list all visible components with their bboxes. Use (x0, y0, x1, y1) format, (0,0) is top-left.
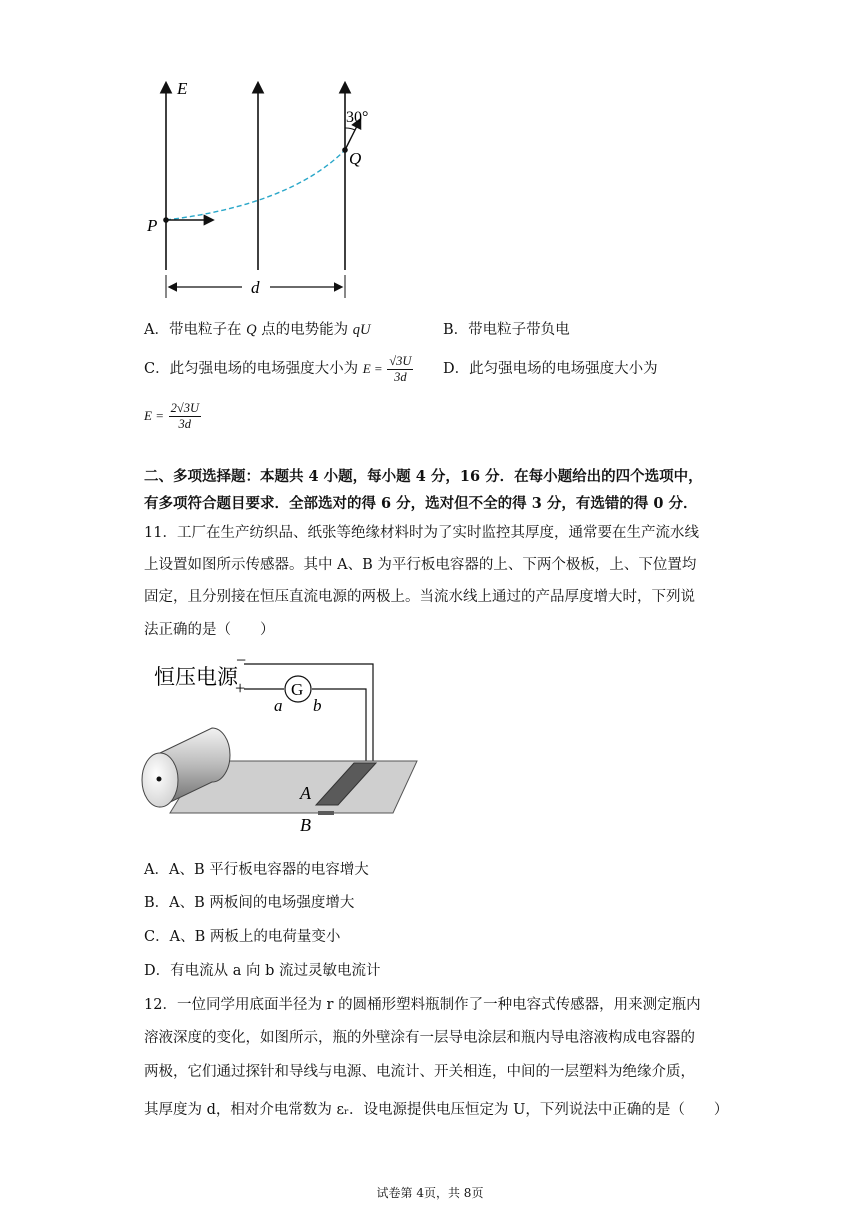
q10-option-c (144, 350, 413, 388)
q10-option-d-formula (144, 397, 201, 435)
label-B: B (300, 815, 311, 835)
q12-stem-line-3: 两极，它们通过探针和导线与电源、电流计、开关相连，中间的一层塑料为绝缘介质， (144, 1064, 695, 1080)
q10-option-d-denominator: 3d (178, 416, 192, 431)
q12-stem-line-4: 其厚度为 d，相对介电常数为 εᵣ．设电源提供电压恒定为 U，下列说法中正确的是（ ） (144, 1102, 729, 1118)
q12-stem-line-1: 12．一位同学用底面半径为 r 的圆桶形塑料瓶制作了一种电容式传感器，用来测定瓶内 (144, 997, 701, 1013)
label-d: d (251, 278, 260, 297)
figure-thickness-sensor (140, 648, 430, 838)
source-label: 恒压电源 (154, 665, 238, 689)
q11-option-b: B．A、B 两板间的电场强度增大 (144, 895, 355, 911)
q11-stem-line-1: 11．工厂在生产纺织品、纸张等绝缘材料时为了实时监控其厚度，通常要在生产流水线 (144, 525, 699, 541)
plus-sign: + (235, 678, 246, 698)
label-E: E (177, 79, 188, 98)
minus-sign: − (236, 650, 247, 670)
q10-option-a (144, 320, 371, 340)
q10-option-d-numerator: 2√3U (170, 400, 199, 415)
q11-stem-line-3: 固定，且分别接在恒压直流电源的两极上。当流水线上通过的产品厚度增大时，下列说 (144, 589, 695, 605)
q11-option-d: D．有电流从 a 向 b 流过灵敏电流计 (144, 963, 381, 979)
point-q (342, 147, 348, 153)
q10-option-b: B．带电粒子带负电 (443, 322, 570, 338)
q10-option-a-var: Q (246, 322, 257, 338)
q10-option-a-expr: qU (352, 322, 371, 338)
label-b: b (313, 696, 322, 715)
q10-option-a-text2: 点的电势能为 (261, 322, 349, 338)
label-Q: Q (349, 149, 362, 168)
galvanometer-label: G (291, 680, 304, 699)
point-p (163, 217, 169, 223)
figure-electric-field (140, 70, 400, 302)
trajectory-curve (166, 150, 345, 220)
q10-option-c-lhs: E = (362, 361, 383, 376)
wire-negative (244, 664, 373, 762)
q10-option-c-text: C．此匀强电场的电场强度大小为 (144, 361, 359, 377)
q11-stem-line-4: 法正确的是（ ） (144, 622, 275, 638)
label-P: P (147, 216, 158, 235)
q10-option-d: D．此匀强电场的电场强度大小为 (443, 361, 658, 377)
label-angle: 30° (346, 109, 369, 126)
angle-arc (345, 128, 355, 130)
page-footer: 试卷第 4页，共 8页 (376, 1186, 484, 1200)
plate-b (318, 811, 334, 815)
q11-option-a: A．A、B 平行板电容器的电容增大 (144, 862, 369, 878)
q10-option-a-text1: A．带电粒子在 (144, 322, 242, 338)
q10-option-c-fraction (387, 354, 413, 385)
q11-option-c: C．A、B 两板上的电荷量变小 (144, 929, 341, 945)
label-a: a (274, 696, 283, 715)
label-A: A (300, 783, 311, 803)
q10-option-c-denominator: 3d (394, 369, 407, 384)
section-2-line-1: 二、多项选择题：本题共 4 小题，每小题 4 分，16 分．在每小题给出的四个选项中， (144, 468, 703, 485)
roller-axle (157, 777, 162, 782)
q10-option-d-lhs: E = (144, 408, 164, 423)
section-2-line-2: 有多项符合题目要求．全部选对的得 6 分，选对但不全的得 3 分，有选错的得 0 分． (144, 495, 698, 512)
q11-stem-line-2: 上设置如图所示传感器。其中 A、B 为平行板电容器的上、下两个极板，上、下位置均 (144, 557, 697, 573)
q12-stem-line-2: 溶液深度的变化，如图所示，瓶的外壁涂有一层导电涂层和瓶内导电溶液构成电容器的 (144, 1030, 695, 1046)
q10-option-c-numerator: √3U (389, 353, 412, 368)
q10-option-d-fraction (169, 401, 201, 432)
